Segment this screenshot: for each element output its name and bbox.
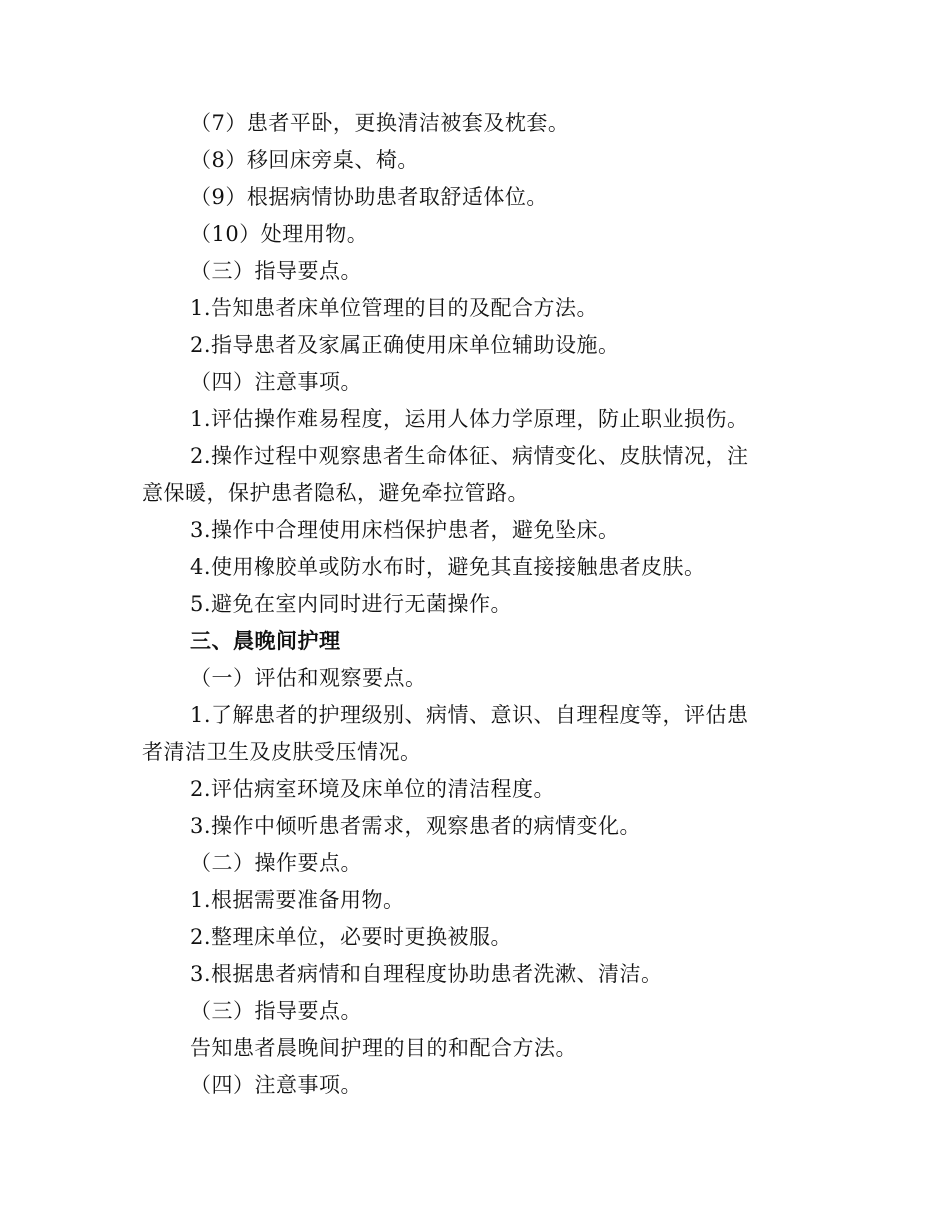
list-item-continuation: 者清洁卫生及皮肤受压情况。 <box>142 740 422 764</box>
list-item: 1.评估操作难易程度，运用人体力学原理，防止职业损伤。 <box>190 407 749 431</box>
subsection-heading: （四）注意事项。 <box>190 370 362 394</box>
document-body <box>142 105 810 1104</box>
list-item: 1.了解患者的护理级别、病情、意识、自理程度等，评估患 <box>190 703 749 727</box>
subsection-heading: （四）注意事项。 <box>190 1073 362 1097</box>
section-heading: 三、晨晚间护理 <box>190 629 341 653</box>
list-item: 2.操作过程中观察患者生命体征、病情变化、皮肤情况，注 <box>190 444 749 468</box>
list-item: 3.操作中合理使用床档保护患者，避免坠床。 <box>190 518 620 542</box>
list-item: 2.评估病室环境及床单位的清洁程度。 <box>190 777 556 801</box>
list-item: 5.避免在室内同时进行无菌操作。 <box>190 592 513 616</box>
list-item: 2.指导患者及家属正确使用床单位辅助设施。 <box>190 333 620 357</box>
subsection-heading: （三）指导要点。 <box>190 259 362 283</box>
paragraph-line: （8）移回床旁桌、椅。 <box>190 148 419 172</box>
subsection-heading: （二）操作要点。 <box>190 851 362 875</box>
list-item: 4.使用橡胶单或防水布时，避免其直接接触患者皮肤。 <box>190 555 706 579</box>
list-item: 2.整理床单位，必要时更换被服。 <box>190 925 513 949</box>
list-item: 3.根据患者病情和自理程度协助患者洗漱、清洁。 <box>190 962 663 986</box>
paragraph-line: （10）处理用物。 <box>190 222 369 246</box>
list-item-continuation: 意保暖，保护患者隐私，避免牵拉管路。 <box>142 481 529 505</box>
list-item: 1.根据需要准备用物。 <box>190 888 405 912</box>
subsection-heading: （三）指导要点。 <box>190 999 362 1023</box>
paragraph-line: 告知患者晨晚间护理的目的和配合方法。 <box>190 1036 577 1060</box>
subsection-heading: （一）评估和观察要点。 <box>190 666 427 690</box>
paragraph-line: （7）患者平卧，更换清洁被套及枕套。 <box>190 111 570 135</box>
list-item: 1.告知患者床单位管理的目的及配合方法。 <box>190 296 599 320</box>
list-item: 3.操作中倾听患者需求，观察患者的病情变化。 <box>190 814 642 838</box>
paragraph-line: （9）根据病情协助患者取舒适体位。 <box>190 185 548 209</box>
